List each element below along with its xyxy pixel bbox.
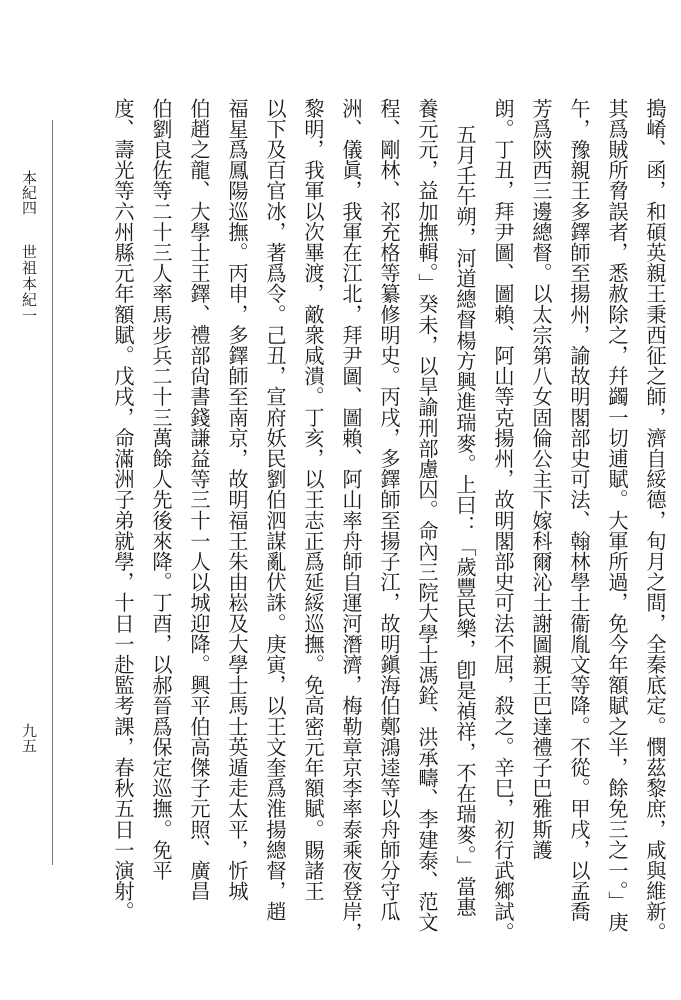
running-header-section: 世祖本紀一	[20, 244, 38, 324]
text-column-14: 伯劉良佐等二十三人率馬步兵二十三萬餘人先後來降。丁酉，以郝晉爲保定巡撫。免平	[149, 98, 173, 881]
text-column-9: 洲、儀眞，我軍在江北，拜尹圖、圖賴、阿山率舟師自運河潛濟，梅勒章京李率泰乘夜登岸，	[339, 98, 363, 943]
text-column-5: 朗。丁丑，拜尹圖、圖賴、阿山等克揚州，故明閣部史可法不屈，殺之。辛巳，初行武鄉試。	[491, 98, 515, 943]
text-column-4: 芳爲陝西三邊總督。以太宗第八女固倫公主下嫁科爾沁土謝圖親王巴達禮子巴雅斯護	[529, 98, 553, 861]
text-column-13: 伯趙之龍、大學士王鐸、禮部尙書錢謙益等三十一人以城迎降。興平伯高傑子元照、廣昌	[187, 98, 211, 902]
text-column-10: 黎明，我軍以次畢渡，敵衆咸潰。丁亥，以王志正爲延綏巡撫。免高密元年額賦。賜諸王	[301, 98, 325, 902]
text-column-3: 午，豫親王多鐸師至揚州，諭故明閣部史可法、翰林學士衞胤文等降。不從。甲戌，以孟喬	[567, 98, 591, 922]
page-number: 九五	[20, 723, 38, 753]
margin-rule	[52, 120, 53, 865]
text-column-12: 福星爲鳳陽巡撫。丙申，多鐸師至南京，故明福王朱由崧及大學士馬士英遁走太平，忻城	[225, 98, 249, 902]
text-column-15: 度、壽光等六州縣元年額賦。戊戌，命滿洲子弟就學，十日一赴監考課，春秋五日一演射。	[111, 98, 135, 922]
text-column-7: 養元元，益加撫輯。」癸未，以旱諭刑部慮囚。命內三院大學士馮銓、洪承疇、李建泰、范文	[415, 98, 439, 933]
text-column-1: 搗崤、函，和碩英親王秉西征之師，濟自綏德，旬月之間，全秦底定。憫茲黎庶，咸與維新。	[643, 98, 667, 943]
text-column-6: 五月壬午朔，河道總督楊方興進瑞麥。上曰：「歲豐民樂，卽是禎祥，不在瑞麥。」當惠	[453, 124, 477, 918]
text-column-11: 以下及百官冰，著爲令。己丑，宣府妖民劉伯泗謀亂伏誅。庚寅，以王文奎爲淮揚總督，趙	[263, 98, 287, 922]
text-column-8: 程、剛林、祁充格等纂修明史。丙戌，多鐸師至揚子江，故明鎭海伯鄭鴻逵等以舟師分守瓜	[377, 98, 401, 922]
running-header-chapter: 本紀四	[20, 170, 38, 215]
text-column-2: 其爲賊所脅誤者，悉赦除之，幷蠲一切逋賦。大軍所過，免今年額賦之半，餘免三之一。」庚	[605, 98, 629, 933]
